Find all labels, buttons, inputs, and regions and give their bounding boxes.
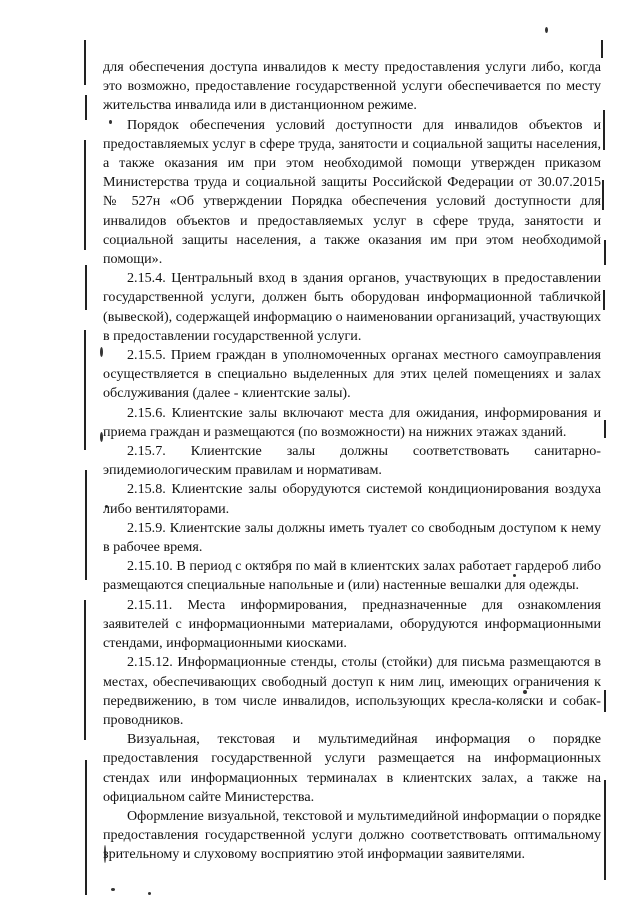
scan-margin-mark (604, 690, 606, 712)
scan-margin-mark (85, 95, 87, 120)
scan-margin-mark (85, 470, 87, 580)
scan-margin-mark (85, 760, 87, 895)
scan-speck (545, 27, 548, 33)
scan-margin-mark (601, 40, 603, 58)
scan-margin-mark (84, 40, 86, 85)
paragraph-2-15-4: 2.15.4. Центральный вход в здания органов, участвующих в предоставлении государственной услуги, должен быть оборудован информационной табличкой (вывеской), содержащей информацию о наименовании организаций, участвующих в предоставлении государственной услуги. (103, 270, 601, 344)
paragraph-2-15-8: 2.15.8. Клиентские залы оборудуются системой кондиционирования воздуха либо вентиляторами. (103, 481, 601, 517)
scan-margin-mark (603, 110, 605, 150)
paragraph-2-15-9: 2.15.9. Клиентские залы должны иметь туалет со свободным доступом к нему в рабочее время. (103, 519, 601, 556)
scan-margin-mark (604, 780, 606, 880)
paragraph-2-15-12: 2.15.12. Информационные стенды, столы (стойки) для письма размещаются в местах, обеспечивающих свободный доступ к ним лиц, имеющих ограничения к передвижению, в том числе инвалидов, использующих кресла-коляски и собак-проводников. (103, 654, 601, 728)
scan-margin-mark (604, 240, 606, 265)
scan-speck (111, 888, 115, 891)
scan-margin-mark (84, 140, 86, 250)
paragraph-2-15-11: 2.15.11. Места информирования, предназначенные для ознакомления заявителей с информационными материалами, оборудуются информационными стендами, информационными киосками. (103, 596, 601, 652)
scan-margin-mark (85, 265, 87, 310)
scan-margin-mark (604, 420, 606, 438)
document-body (103, 58, 601, 865)
scan-speck (148, 892, 151, 895)
paragraph-accessibility-order: Порядок обеспечения условий доступности для инвалидов объектов и предоставляемых услуг в сфере труда, занятости и социальной защиты населения, а также оказания им при этом необходимой помощи утвержден приказом Министерства труда и социальной защиты Российской Федерации от 30.07.2015 № 527н «Об утверждении Порядка обеспечения условий доступности для инвалидов объектов и предоставляемых услуг в сфере труда, занятости и социальной защиты населения, а также оказания им при этом необходимой помощи». (103, 116, 601, 268)
paragraph-visual-info: Визуальная, текстовая и мультимедийная информация о порядке предоставления государственной услуги размещается на информационных стендах или информационных терминалах в клиентских залах, а также на официальном сайте Министерства. (103, 731, 601, 805)
paragraph-2-15-10: 2.15.10. В период с октября по май в клиентских залах работает гардероб либо размещаются специальные напольные и (или) настенные вешалки для одежды. (103, 558, 601, 594)
paragraph-2-15-5: 2.15.5. Прием граждан в уполномоченных органах местного самоуправления осуществляется в специально выделенных для этих целей помещениях и залах обслуживания (далее - клиентские залы). (103, 347, 601, 402)
paragraph-continuation: для обеспечения доступа инвалидов к месту предоставления услуги либо, когда это возможно, предоставление государственной услуги обеспечивается по месту жительства инвалида или в дистанционном режиме. (103, 59, 601, 114)
scan-margin-mark (84, 330, 86, 450)
scan-margin-mark (84, 600, 86, 740)
paragraph-2-15-6: 2.15.6. Клиентские залы включают места для ожидания, информирования и приема граждан и размещаются (по возможности) на нижних этажах зданий. (103, 404, 601, 440)
paragraph-info-design: Оформление визуальной, текстовой и мультимедийной информации о порядке предоставления государственной услуги должно соответствовать оптимальному зрительному и слуховому восприятию этой информации заявителями. (103, 807, 601, 863)
scan-margin-mark (602, 180, 604, 210)
scan-margin-mark (603, 290, 605, 310)
paragraph-2-15-7: 2.15.7. Клиентские залы должны соответствовать санитарно-эпидемиологическим правилам и нормативам. (103, 443, 601, 479)
